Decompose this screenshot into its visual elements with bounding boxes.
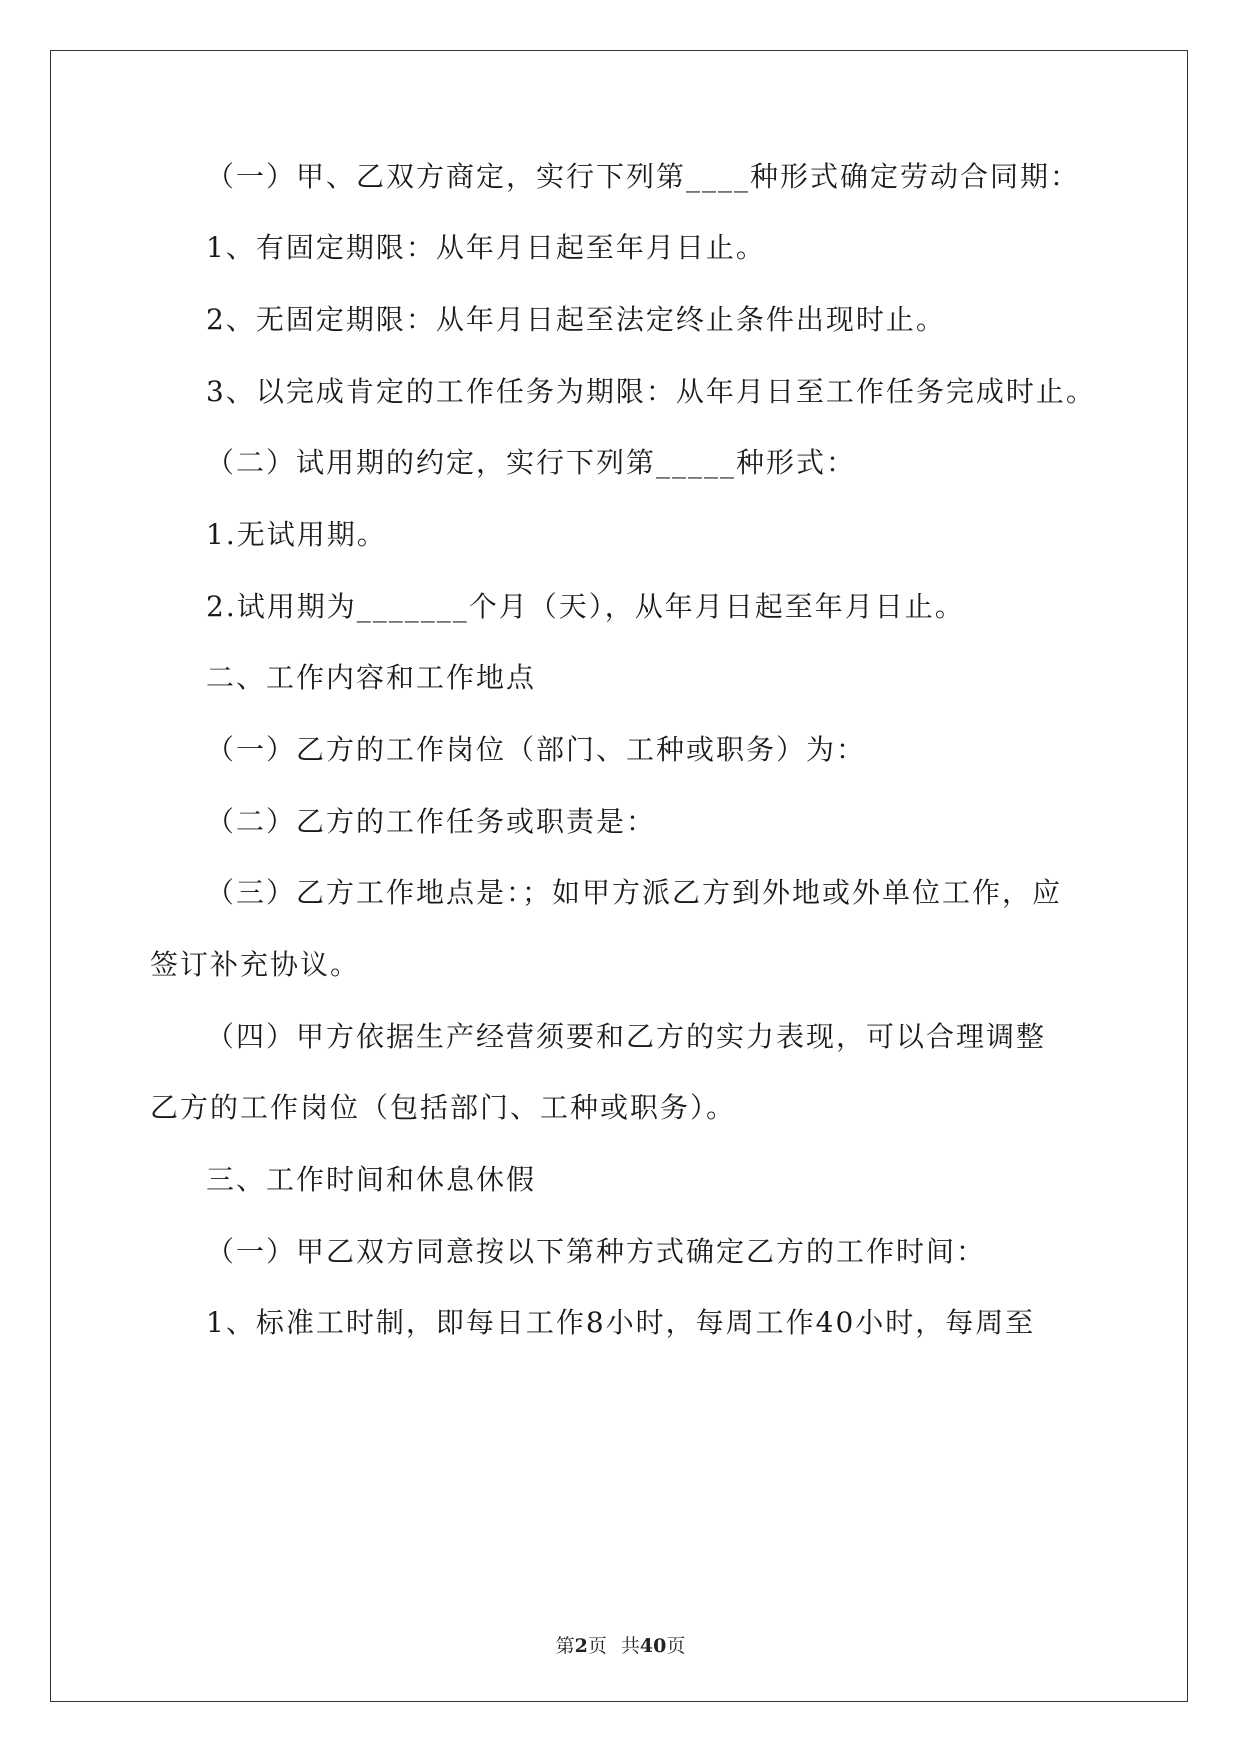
clause-work-location-cont: 签订补充协议。 (150, 948, 361, 981)
term-option-open-ended: 2、无固定期限：从年月日起至法定终止条件出现时止。 (206, 303, 946, 336)
clause-1-contract-term-type: （一）甲、乙双方商定，实行下列第____种形式确定劳动合同期： (206, 160, 1081, 193)
clause-work-location: （三）乙方工作地点是：；如甲方派乙方到外地或外单位工作，应 (206, 876, 1063, 909)
page-total: 40 (639, 1635, 667, 1657)
hours-option-standard: 1、标准工时制，即每日工作8小时，每周工作40小时，每周至 (206, 1306, 1036, 1339)
clause-2-probation-type: （二）试用期的约定，实行下列第_____种形式： (206, 446, 857, 479)
page-number: 2 (574, 1635, 588, 1657)
clause-position-adjustment-cont: 乙方的工作岗位（包括部门、工种或职务）。 (150, 1091, 737, 1124)
total-label-unit: 页 (666, 1635, 686, 1657)
total-label-prefix: 共 (620, 1635, 640, 1657)
section-heading-working-hours: 三、工作时间和休息休假 (206, 1163, 537, 1196)
clause-working-hours-mode: （一）甲乙双方同意按以下第种方式确定乙方的工作时间： (206, 1235, 987, 1268)
clause-job-position: （一）乙方的工作岗位（部门、工种或职务）为： (206, 733, 867, 766)
term-option-fixed: 1、有固定期限：从年月日起至年月日止。 (206, 231, 766, 264)
clause-position-adjustment: （四）甲方依据生产经营须要和乙方的实力表现，可以合理调整 (206, 1020, 1047, 1053)
page-label-prefix: 第 (555, 1635, 575, 1657)
section-heading-work-content: 二、工作内容和工作地点 (206, 661, 537, 694)
probation-option-period: 2.试用期为_______个月（天），从年月日起至年月日止。 (206, 590, 965, 623)
probation-option-none: 1.无试用期。 (206, 518, 387, 551)
page-label-unit: 页 (587, 1635, 607, 1657)
page-footer (0, 1634, 1241, 1658)
clause-job-duties: （二）乙方的工作任务或职责是： (206, 805, 657, 838)
term-option-task-based: 3、以完成肯定的工作任务为期限：从年月日至工作任务完成时止。 (206, 375, 1096, 408)
